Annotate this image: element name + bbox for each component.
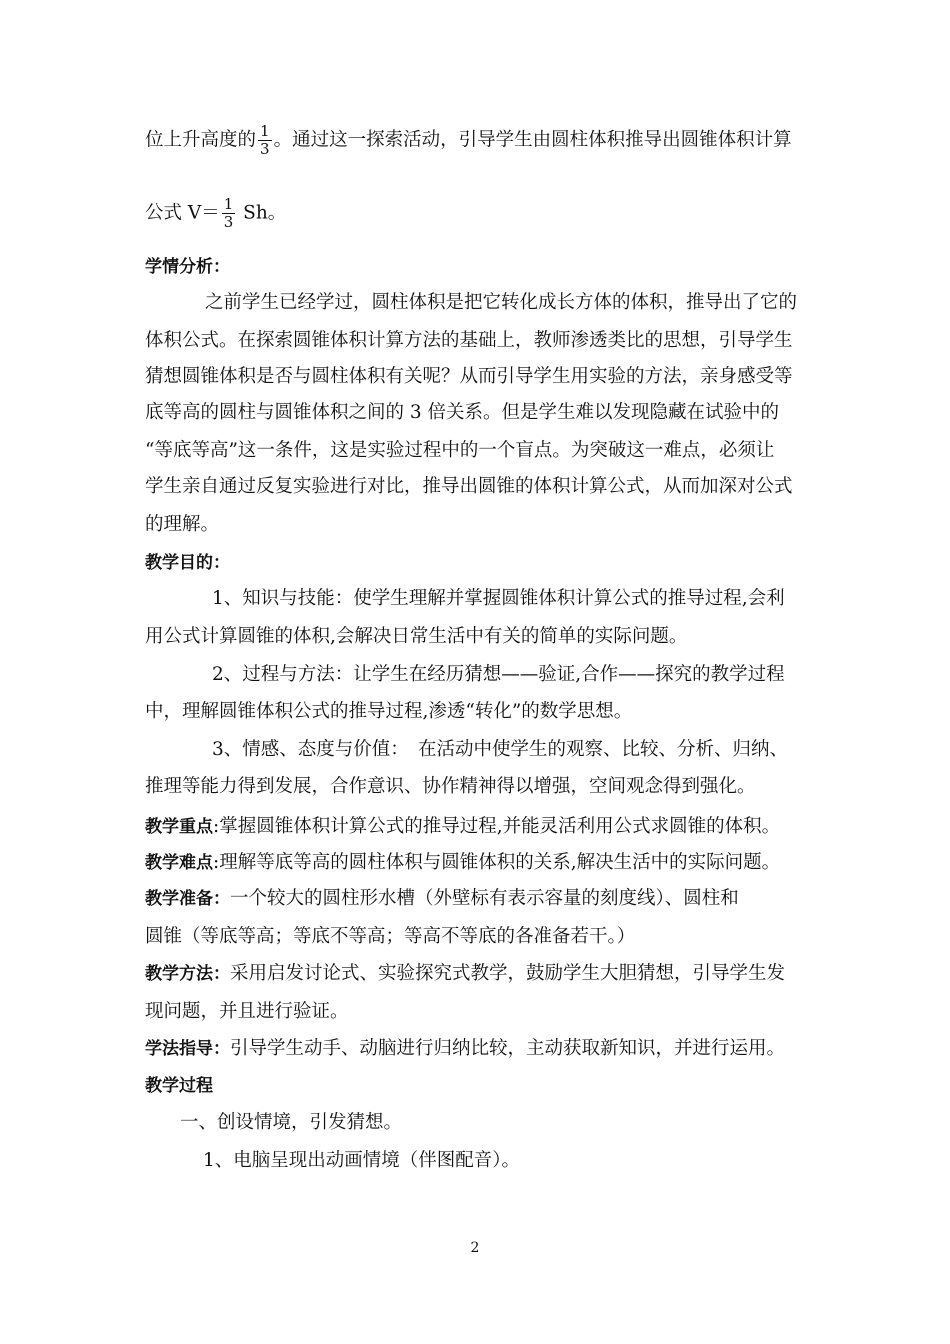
zhongdian-text: :掌握圆锥体积计算公式的推导过程,并能灵活利用公式求圆锥的体积。 bbox=[213, 816, 781, 837]
text-line bbox=[145, 123, 792, 158]
text-segment: 位上升高度的 bbox=[145, 129, 257, 151]
paragraph-line: 1、知识与技能：使学生理解并掌握圆锥体积计算公式的推导过程,会利 bbox=[212, 588, 785, 609]
paragraph-line: 底等高的圆柱与圆锥体积之间的 3 倍关系。但是学生难以发现隐藏在试验中的 bbox=[145, 402, 780, 423]
zhongdian-line bbox=[145, 812, 780, 842]
paragraph-line: 用公式计算圆锥的体积,会解决日常生活中有关的简单的实际问题。 bbox=[145, 626, 688, 647]
section-heading-guocheng: 教学过程 bbox=[145, 1076, 213, 1096]
paragraph-line: 3、情感、态度与价值： 在活动中使学生的观察、比较、分析、归纳、 bbox=[212, 739, 789, 760]
page-number: 2 bbox=[470, 1240, 480, 1256]
paragraph-line: 推理等能力得到发展，合作意识、协作精神得以增强，空间观念得到强化。 bbox=[145, 776, 756, 797]
xuefa-text: 引导学生动手、动脑进行归纳比较，主动获取新知识，并进行运用。 bbox=[230, 1038, 786, 1059]
fraction bbox=[258, 123, 272, 158]
zhongdian-label: 教学重点 bbox=[145, 817, 213, 837]
zhunbei-line bbox=[145, 884, 739, 914]
paragraph-line: 体积公式。在探索圆锥体积计算方法的基础上，教师渗透类比的思想，引导学生 bbox=[145, 330, 793, 351]
xuefa-line bbox=[145, 1034, 785, 1064]
fangfa-label: 教学方法： bbox=[145, 964, 230, 984]
xuefa-label: 学法指导： bbox=[145, 1039, 230, 1059]
text-line bbox=[145, 196, 286, 231]
section-heading-xueqing: 学情分析： bbox=[145, 257, 230, 277]
paragraph-line: 学生亲自通过反复实验进行对比，推导出圆锥的体积计算公式，从而加深对公式 bbox=[145, 476, 793, 497]
nandian-label: 教学难点 bbox=[145, 853, 213, 873]
paragraph-line: 2、过程与方法：让学生在经历猜想——验证,合作——探究的教学过程 bbox=[212, 664, 785, 685]
fangfa-text: 采用启发讨论式、实验探究式教学，鼓励学生大胆猜想，引导学生发 bbox=[230, 963, 786, 984]
paragraph-line: 之前学生已经学过，圆柱体积是把它转化成长方体的体积，推导出了它的 bbox=[205, 292, 798, 313]
paragraph-line: “等底等高”这一条件，这是实验过程中的一个盲点。为突破这一难点，必须让 bbox=[145, 440, 775, 461]
fraction-numerator: 1 bbox=[260, 122, 270, 140]
fangfa-line bbox=[145, 959, 785, 989]
text-segment: 公式 V＝ bbox=[145, 202, 220, 224]
paragraph-line: 现问题，并且进行验证。 bbox=[145, 1001, 349, 1022]
nandian-text: :理解等底等高的圆柱体积与圆锥体积的关系,解决生活中的实际问题。 bbox=[213, 852, 781, 873]
step-line: 一、创设情境，引发猜想。 bbox=[180, 1112, 403, 1133]
step-line: 1、电脑呈现出动画情境（伴图配音）。 bbox=[203, 1150, 521, 1171]
fraction-denominator: 3 bbox=[223, 213, 234, 231]
paragraph-line: 圆锥（等底等高；等底不等高；等高不等底的各准备若干。） bbox=[145, 926, 636, 947]
text-segment: Sh。 bbox=[237, 202, 287, 224]
zhunbei-text: 一个较大的圆柱形水槽（外壁标有表示容量的刻度线）、圆柱和 bbox=[230, 888, 739, 909]
paragraph-line: 的理解。 bbox=[145, 514, 220, 535]
nandian-line bbox=[145, 848, 780, 878]
paragraph-line: 中，理解圆锥体积公式的推导过程,渗透“转化”的数学思想。 bbox=[145, 701, 633, 722]
fraction bbox=[222, 196, 236, 231]
section-heading-mudi: 教学目的： bbox=[145, 553, 230, 573]
fraction-denominator: 3 bbox=[260, 140, 270, 158]
text-segment: 。通过这一探索活动，引导学生由圆柱体积推导出圆锥体积计算 bbox=[273, 129, 792, 151]
fraction-numerator: 1 bbox=[223, 195, 234, 213]
zhunbei-label: 教学准备： bbox=[145, 889, 230, 909]
paragraph-line: 猜想圆锥体积是否与圆柱体积有关呢？从而引导学生用实验的方法，亲身感受等 bbox=[145, 366, 793, 387]
